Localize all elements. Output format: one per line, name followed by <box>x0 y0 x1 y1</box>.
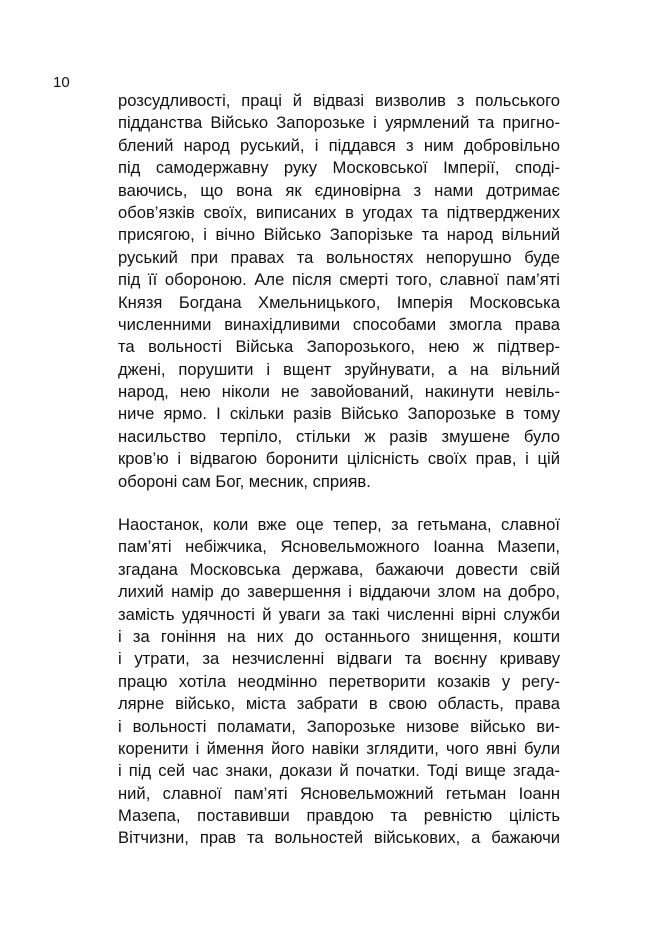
text-line: обов’язків своїх, виписаних в угодах та підтверджених <box>118 202 560 222</box>
text-line: насильство терпіло, стільки ж разів змушене було <box>118 426 560 446</box>
text-line: руський при правах та вольностях непорушно буде <box>118 247 560 267</box>
text-line: під самодержавну руку Московської Імперії, споді- <box>118 158 560 178</box>
text-line: ний, славної пам’яті Ясновельможний гетьман Іоанн <box>118 783 560 803</box>
text-line: обороні сам Бог, месник, сприяв. <box>118 471 371 491</box>
text-line: коренити і ймення його навіки зглядити, чого явні були <box>118 738 560 758</box>
text-line: Мазепа, поставивши правдою та ревністю цілість <box>118 806 560 826</box>
text-line: народ, нею ніколи не завойований, накинути невіль- <box>118 382 560 402</box>
text-line: і під сей час знаки, докази й початки. Тоді вище згада- <box>118 761 560 781</box>
text-line: та вольності Війська Запорозького, нею ж підтвер- <box>118 337 560 357</box>
text-line: згадана Московська держава, бажаючи довести свій <box>118 559 560 579</box>
text-line: і утрати, за незчисленні відваги та воєнну криваву <box>118 649 560 669</box>
text-line: блений народ руський, і піддався з ним добровільно <box>118 135 560 155</box>
text-line: ниче ярмо. І скільки разів Військо Запорозьке в тому <box>118 404 560 424</box>
page-number: 10 <box>53 74 70 91</box>
text-line: Наостанок, коли вже оце тепер, за гетьмана, славної <box>118 515 560 534</box>
text-line: підданства Військо Запорозьке і уярмлений та пригно- <box>118 113 560 133</box>
text-line: Вітчизни, прав та вольностей військових, а бажаючи <box>118 828 560 848</box>
text-line: присягою, і вічно Військо Запорізьке та народ вільний <box>118 225 560 245</box>
text-line: лихий намір до завершення і віддаючи злом на добро, <box>118 582 560 602</box>
paragraph-1 <box>118 90 560 493</box>
text-line: під її обороною. Але після смерті того, славної пам’яті <box>118 270 560 290</box>
text-line: джені, порушити і вщент зруйнувати, а на вільний <box>118 359 560 379</box>
text-line: кров’ю і відвагою боронити цілісність своїх прав, і цій <box>118 449 560 469</box>
text-line: численними винахідливими способами змогла права <box>118 314 560 334</box>
paragraph-2 <box>118 514 560 850</box>
text-line: Князя Богдана Хмельницького, Імперія Московська <box>118 292 560 312</box>
text-line: ваючись, що вона як єдиновірна з нами дотримає <box>118 180 560 200</box>
text-line: і за гоніння на них до останнього знищення, кошти <box>118 626 560 646</box>
text-line: замість удячності й уваги за такі численні вірні служби <box>118 604 560 624</box>
text-line: пам’яті небіжчика, Ясновельможного Іоанна Мазепи, <box>118 537 560 557</box>
text-line: розсудливості, праці й відвазі визволив з польського <box>118 91 560 110</box>
text-line: і вольності поламати, Запорозьке низове військо ви- <box>118 716 560 736</box>
text-line: лярне військо, міста забрати в свою область, права <box>118 694 560 714</box>
text-line: працю хотіла неодмінно перетворити козаків у регу- <box>118 671 560 691</box>
